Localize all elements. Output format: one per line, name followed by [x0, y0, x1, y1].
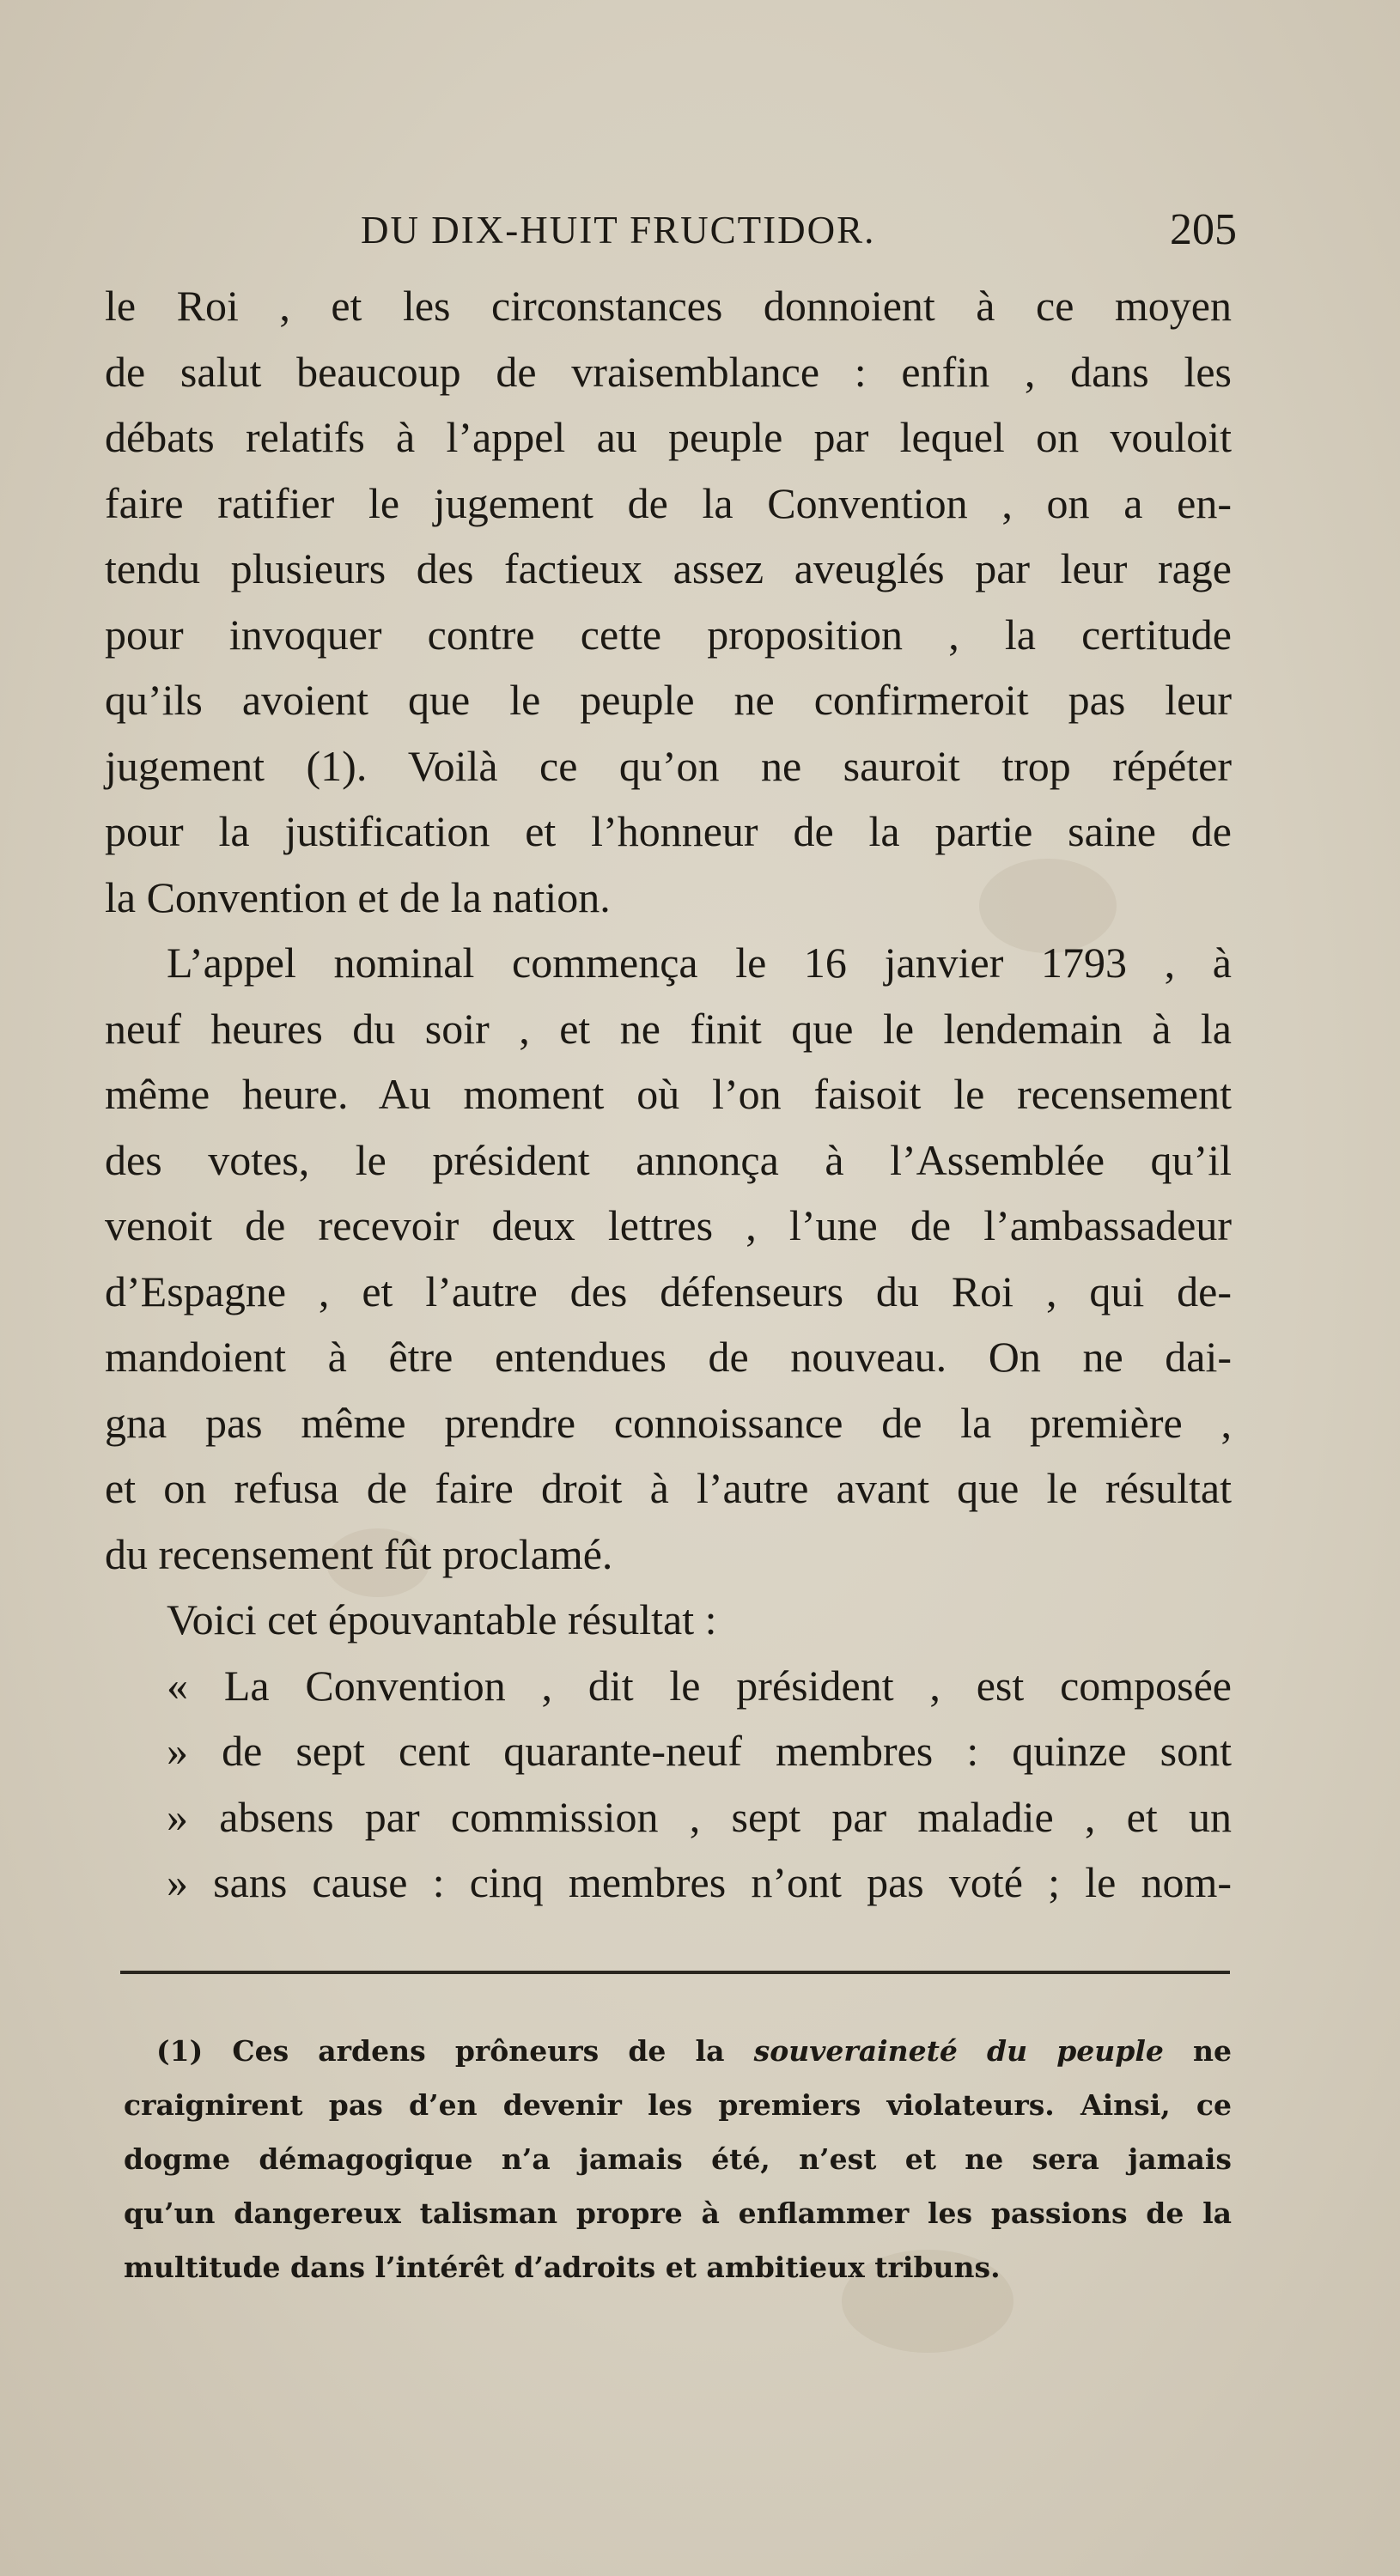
text-line: jugement (1). Voilà ce qu’on ne sauroit trop répéter	[105, 741, 1232, 790]
page-number: 205	[1170, 205, 1237, 254]
text-line: mandoient à être entendues de nouveau. On ne dai-	[105, 1333, 1232, 1381]
text-line: gna pas même prendre connoissance de la première ,	[105, 1398, 1232, 1447]
text-line: « La Convention , dit le président , est composée	[167, 1661, 1232, 1710]
footnote-line: craignirent pas d’en devenir les premiers violateurs. Ainsi, ce	[124, 2088, 1232, 2122]
footnote-rule	[120, 1971, 1230, 1974]
text-line: du recensement fût proclamé.	[105, 1529, 613, 1578]
text-line: d’Espagne , et l’autre des défenseurs du Roi , qui de-	[105, 1267, 1232, 1315]
footnote-italic-text: souveraineté du peuple	[753, 2034, 1164, 2068]
page-header	[103, 204, 1237, 256]
footnote	[124, 2024, 1232, 2294]
text-line: des votes, le président annonça à l’Assemblée qu’il	[105, 1135, 1232, 1184]
text-line: faire ratifier le jugement de la Convention , on a en-	[105, 478, 1232, 527]
footnote-line: qu’un dangereux talisman propre à enflammer les passions de la	[124, 2196, 1232, 2230]
text-line: venoit de recevoir deux lettres , l’une de l’ambassadeur	[105, 1201, 1232, 1249]
text-line: de salut beaucoup de vraisemblance : enfin , dans les	[105, 347, 1232, 396]
text-line: le Roi , et les circonstances donnoient à ce moyen	[105, 282, 1232, 330]
text-line: Voici cet épouvantable résultat :	[167, 1595, 717, 1643]
text-line: la Convention et de la nation.	[105, 872, 611, 921]
text-line: tendu plusieurs des factieux assez aveuglés par leur rage	[105, 544, 1232, 592]
footnote-text: (1) Ces ardens prôneurs de la	[156, 2034, 754, 2068]
text-line: » de sept cent quarante-neuf membres : quinze sont	[167, 1727, 1232, 1775]
footnote-line: dogme démagogique n’a jamais été, n’est et ne sera jamais	[124, 2142, 1232, 2176]
text-line: même heure. Au moment où l’on faisoit le recensement	[105, 1070, 1232, 1118]
footnote-line	[124, 2024, 1232, 2078]
footnote-text: ne	[1163, 2034, 1233, 2068]
text-line: et on refusa de faire droit à l’autre avant que le résultat	[105, 1464, 1232, 1512]
text-line: L’appel nominal commença le 16 janvier 1793 , à	[167, 939, 1232, 987]
text-line: » absens par commission , sept par maladie , et un	[167, 1792, 1232, 1841]
text-line: qu’ils avoient que le peuple ne confirmeroit pas leur	[105, 676, 1232, 724]
text-line: neuf heures du soir , et ne finit que le lendemain à la	[105, 1004, 1232, 1053]
body-text	[105, 273, 1232, 1916]
text-line: pour invoquer contre cette proposition , la certitude	[105, 610, 1232, 659]
text-line: » sans cause : cinq membres n’ont pas voté ; le nom-	[167, 1858, 1232, 1906]
text-line: débats relatifs à l’appel au peuple par lequel on vouloit	[105, 413, 1232, 461]
footnote-line: multitude dans l’intérêt d’adroits et ambitieux tribuns.	[124, 2251, 1001, 2284]
running-title: DU DIX-HUIT FRUCTIDOR.	[361, 209, 876, 252]
text-line: pour la justification et l’honneur de la partie saine de	[105, 807, 1232, 855]
